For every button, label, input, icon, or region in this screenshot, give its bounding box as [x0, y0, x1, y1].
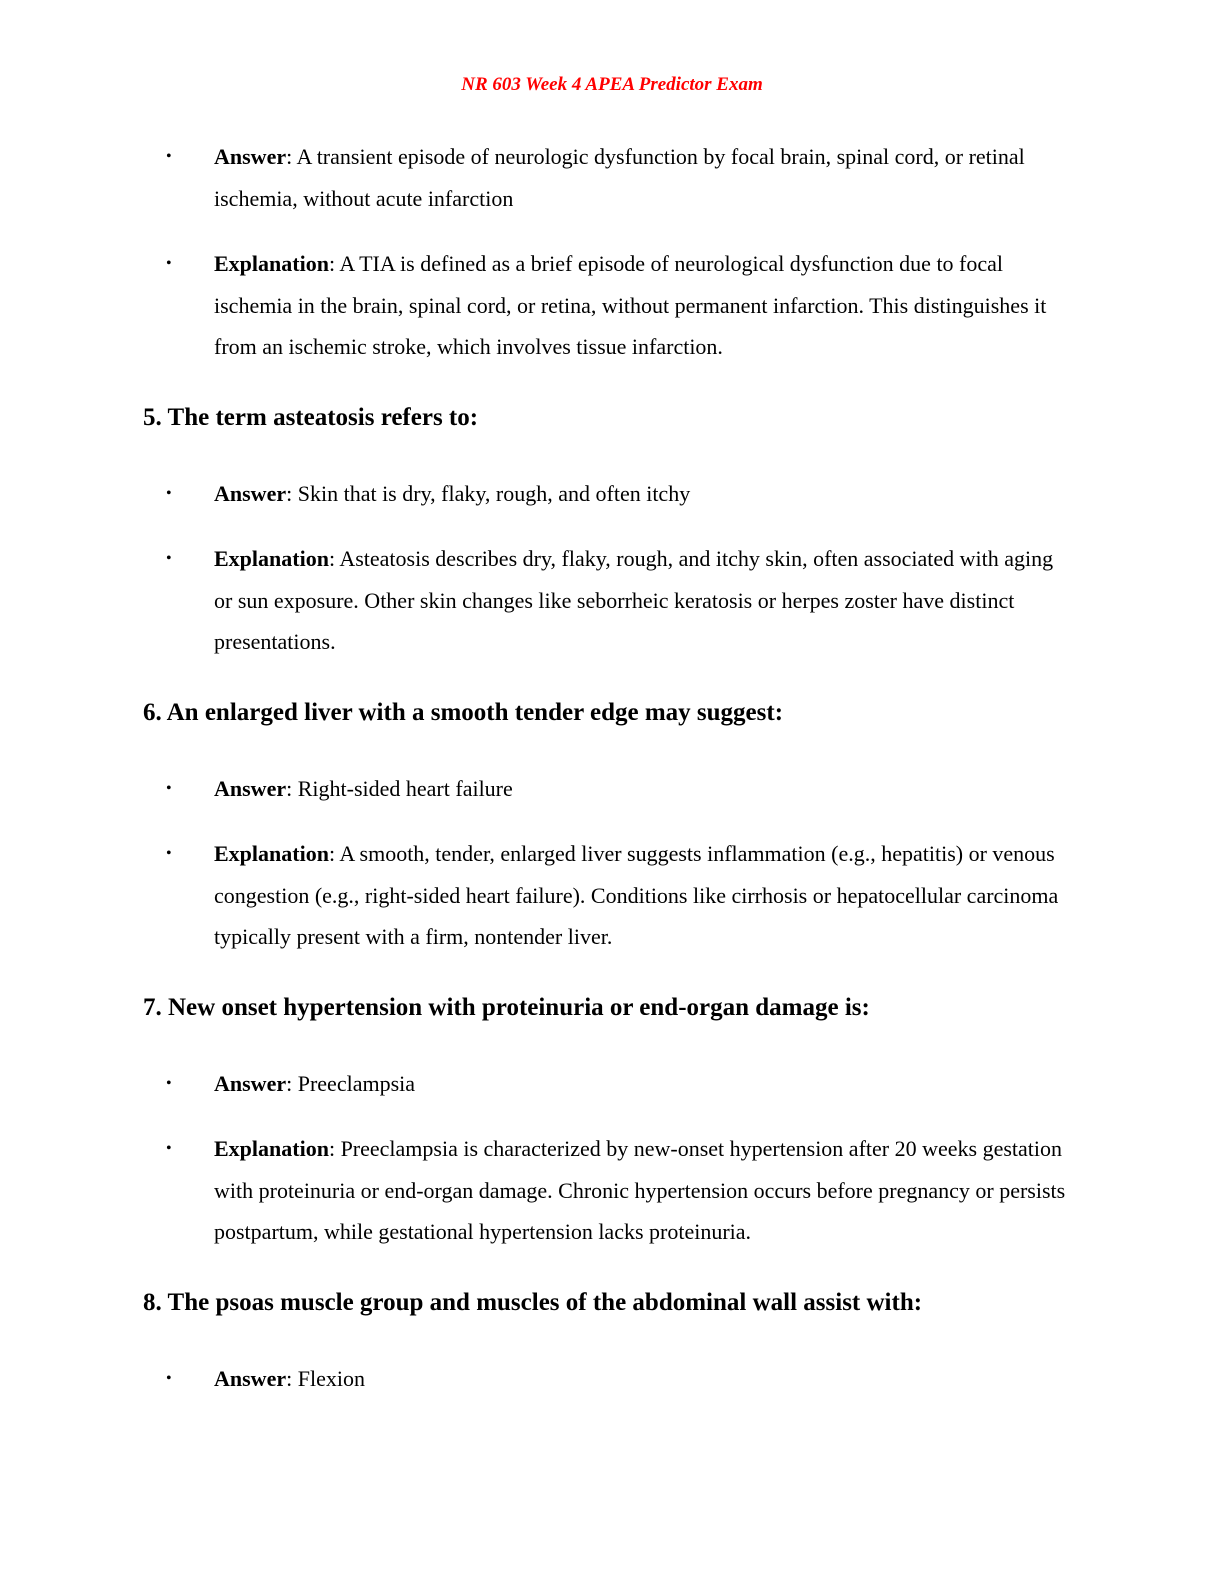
bullet-marker: • — [166, 845, 172, 862]
answer-text: Preeclampsia — [297, 1071, 416, 1096]
explanation-text: Preeclampsia is characterized by new-onset hypertension after 20 weeks gestation with proteinuria or end-organ damage. Chronic hypertension occurs before pregnancy or persists postpartum, while gestational hypertension lacks proteinuria. — [214, 1136, 1066, 1244]
explanation-label: Explanation — [214, 251, 329, 276]
label-separator: : — [286, 1366, 298, 1391]
explanation-text-container — [214, 243, 1074, 368]
answer-text-container — [214, 473, 1074, 515]
answer-text-container — [214, 1358, 1074, 1400]
label-separator: : — [286, 144, 297, 169]
bullet-marker: • — [166, 485, 172, 502]
page-header-title: NR 603 Week 4 APEA Predictor Exam — [461, 74, 763, 95]
bullet-marker: • — [166, 255, 172, 272]
explanation-label: Explanation — [214, 1136, 329, 1161]
explanation-text-container — [214, 538, 1074, 663]
answer-text: A transient episode of neurologic dysfunction by focal brain, spinal cord, or retinal ischemia, without acute infarction — [214, 144, 1025, 211]
label-separator: : — [286, 1071, 298, 1096]
label-separator: : — [328, 1136, 341, 1161]
bullet-marker: • — [166, 1140, 172, 1157]
bullet-marker: • — [166, 148, 172, 165]
question-heading: 7. New onset hypertension with proteinuria or end-organ damage is: — [143, 994, 870, 1021]
bullet-marker: • — [166, 1370, 172, 1387]
label-separator: : — [328, 841, 340, 866]
bullet-marker: • — [166, 780, 172, 797]
question-heading: 5. The term asteatosis refers to: — [143, 404, 479, 431]
question-heading: 6. An enlarged liver with a smooth tender edge may suggest: — [143, 699, 784, 726]
label-separator: : — [328, 546, 340, 571]
answer-label: Answer — [214, 481, 287, 506]
question-heading: 8. The psoas muscle group and muscles of the abdominal wall assist with: — [143, 1289, 923, 1316]
answer-text-container — [214, 1063, 1074, 1105]
answer-text: Flexion — [297, 1366, 365, 1391]
answer-label: Answer — [214, 776, 287, 801]
explanation-text: A smooth, tender, enlarged liver suggests inflammation (e.g., hepatitis) or venous congestion (e.g., right-sided heart failure). Conditions like cirrhosis or hepatocellular carcinoma typically present with a firm, nontender liver. — [214, 841, 1059, 949]
bullet-marker: • — [166, 550, 172, 567]
answer-label: Answer — [214, 1071, 287, 1096]
explanation-text: Asteatosis describes dry, flaky, rough, and itchy skin, often associated with aging or sun exposure. Other skin changes like seborrheic keratosis or herpes zoster have distinct presentations. — [214, 546, 1054, 654]
explanation-text: A TIA is defined as a brief episode of neurological dysfunction due to focal ischemia in the brain, spinal cord, or retina, without permanent infarction. This distinguishes it from an ischemic stroke, which involves tissue infarction. — [214, 251, 1047, 359]
explanation-text-container — [214, 833, 1074, 958]
answer-text-container — [214, 768, 1074, 810]
label-separator: : — [328, 251, 340, 276]
explanation-label: Explanation — [214, 546, 329, 571]
answer-text: Right-sided heart failure — [297, 776, 513, 801]
explanation-text-container — [214, 1128, 1074, 1253]
answer-text-container — [214, 136, 1074, 219]
answer-label: Answer — [214, 1366, 287, 1391]
explanation-label: Explanation — [214, 841, 329, 866]
bullet-marker: • — [166, 1075, 172, 1092]
answer-label: Answer — [214, 144, 287, 169]
label-separator: : — [286, 481, 298, 506]
answer-text: Skin that is dry, flaky, rough, and often itchy — [297, 481, 691, 506]
label-separator: : — [286, 776, 298, 801]
